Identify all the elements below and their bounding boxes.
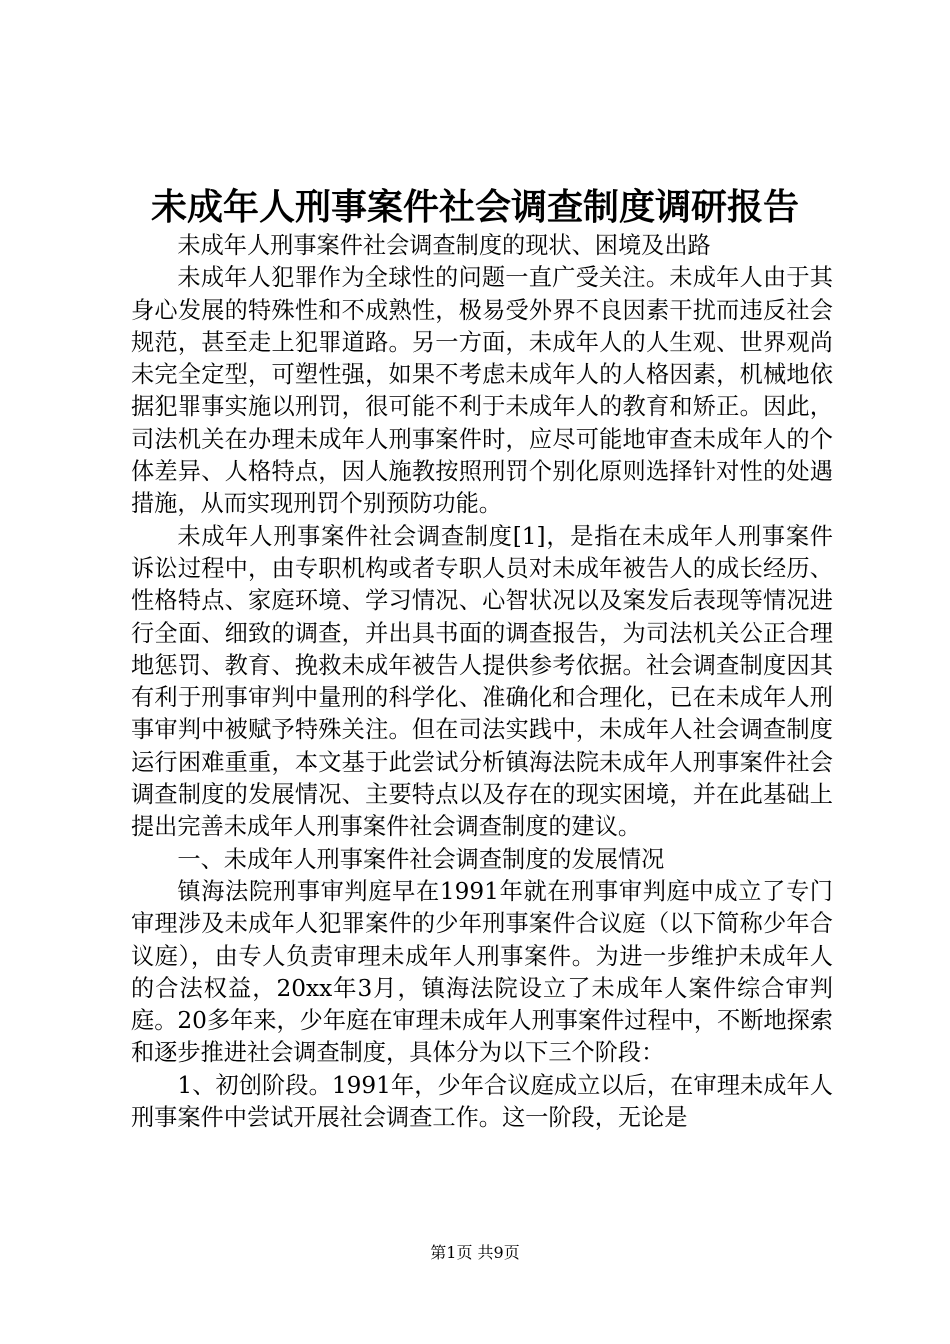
document-title: 未成年人刑事案件社会调查制度调研报告 bbox=[150, 186, 799, 228]
page-number-footer: 第1页 共9页 bbox=[430, 1243, 520, 1262]
section-heading-1: 一、未成年人刑事案件社会调查制度的发展情况 bbox=[177, 845, 665, 873]
document-body bbox=[131, 230, 833, 1134]
document-subtitle: 未成年人刑事案件社会调查制度的现状、困境及出路 bbox=[177, 232, 711, 259]
paragraph-stage-1: 1、初创阶段。1991年，少年合议庭成立以后，在审理未成年人刑事案件中尝试开展社会调查工作。这一阶段，无论是 bbox=[131, 1071, 833, 1132]
paragraph-history: 镇海法院刑事审判庭早在1991年就在刑事审判庭中成立了专门审理涉及未成年人犯罪案件的少年刑事案件合议庭（以下简称少年合议庭），由专人负责审理未成年人刑事案件。为进一步维护未成年人的合法权益，20xx年3月，镇海法院设立了未成年人案件综合审判庭。20多年来，少年庭在审理未成年人刑事案件过程中，不断地探索和逐步推进社会调查制度，具体分为以下三个阶段： bbox=[131, 877, 833, 1067]
paragraph-definition: 未成年人刑事案件社会调查制度[1]，是指在未成年人刑事案件诉讼过程中，由专职机构或者专职人员对未成年被告人的成长经历、性格特点、家庭环境、学习情况、心智状况以及案发后表现等情况进行全面、细致的调查，并出具书面的调查报告，为司法机关公正合理地惩罚、教育、挽救未成年被告人提供参考依据。社会调查制度因其有利于刑事审判中量刑的科学化、准确化和合理化，已在未成年人刑事审判中被赋予特殊关注。但在司法实践中，未成年人社会调查制度运行困难重重，本文基于此尝试分析镇海法院未成年人刑事案件社会调查制度的发展情况、主要特点以及存在的现实困境，并在此基础上提出完善未成年人刑事案件社会调查制度的建议。 bbox=[131, 522, 833, 841]
paragraph-intro: 未成年人犯罪作为全球性的问题一直广受关注。未成年人由于其身心发展的特殊性和不成熟性，极易受外界不良因素干扰而违反社会规范，甚至走上犯罪道路。另一方面，未成年人的人生观、世界观尚未完全定型，可塑性强，如果不考虑未成年人的人格因素，机械地依据犯罪事实施以刑罚，很可能不利于未成年人的教育和矫正。因此，司法机关在办理未成年人刑事案件时，应尽可能地审查未成年人的个体差异、人格特点，因人施教按照刑罚个别化原则选择针对性的处遇措施，从而实现刑罚个别预防功能。 bbox=[131, 264, 833, 518]
